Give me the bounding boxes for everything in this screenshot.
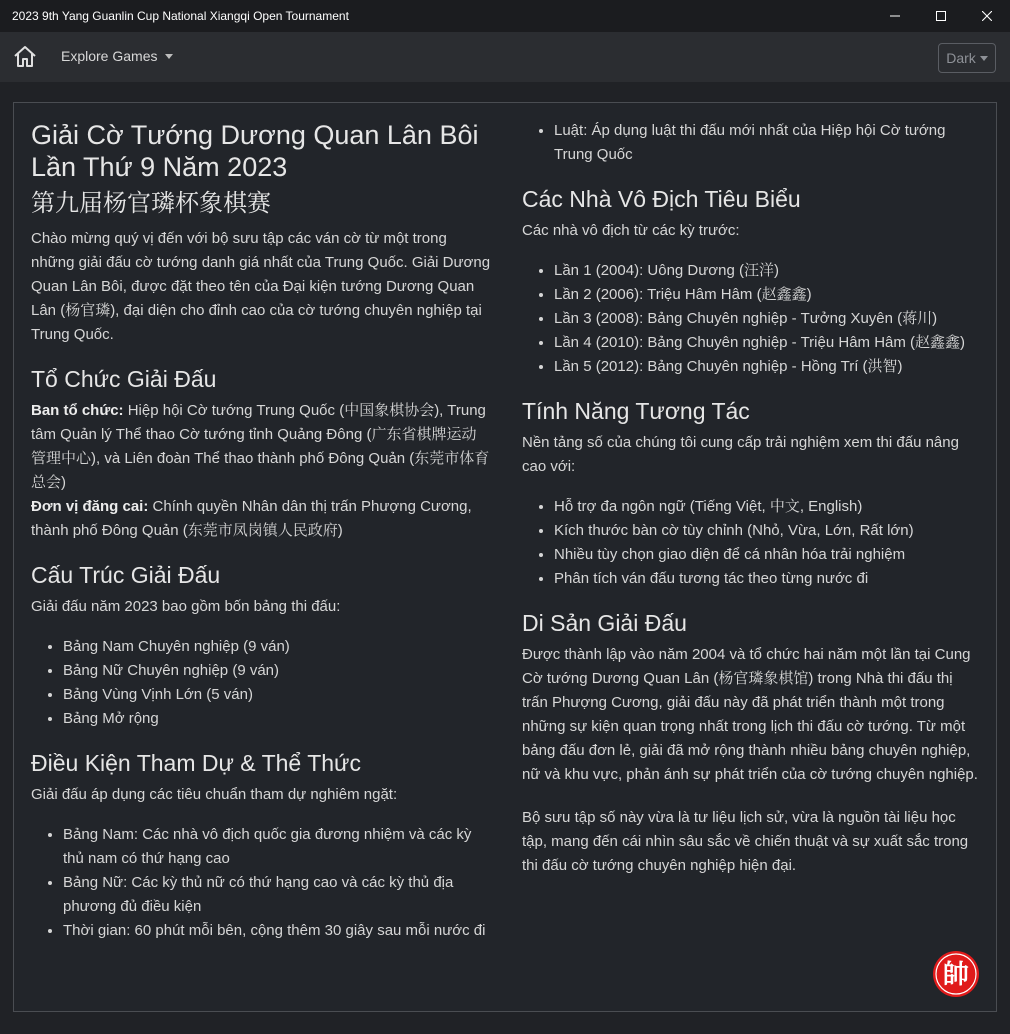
legacy-paragraph-1: Được thành lập vào năm 2004 và tổ chức hai năm một lần tại Cung Cờ tướng Dương Quan Lân (杨官璘象棋馆) trong Nhà thi đấu thị trấn Phượng Cương, giải đấu này đã phát triển thành một trong những sự kiện quan trọng nhất trong lịch thi đấu cờ tướng. Từ một bảng đấu đơn lẻ, giải đã mở rộng thành nhiều bảng chuyên nghiệp, nữ và khu vực, phản ánh sự phát triển của cờ tướng chuyên nghiệp.	[522, 646, 978, 783]
organizer-label: Ban tổ chức:	[31, 402, 124, 419]
conditions-heading: Điều Kiện Tham Dự & Thể Thức	[31, 750, 361, 776]
structure-intro: Giải đấu năm 2023 bao gồm bốn bảng thi đấu:	[31, 598, 341, 615]
champions-intro: Các nhà vô địch từ các kỳ trước:	[522, 222, 740, 239]
right-column	[522, 103, 982, 878]
list-item: • Kích thước bàn cờ tùy chỉnh (Nhỏ, Vừa, Lớn, Rất lớn)	[554, 519, 982, 543]
minimize-button[interactable]	[872, 0, 918, 32]
legacy-heading: Di Sản Giải Đấu	[522, 610, 687, 636]
features-list	[522, 495, 982, 591]
list-item: • Bảng Nam: Các nhà vô địch quốc gia đương nhiệm và các kỳ thủ nam có thứ hạng cao	[63, 823, 491, 871]
close-button[interactable]	[964, 0, 1010, 32]
maximize-icon	[936, 11, 946, 21]
list-item: • Luật: Áp dụng luật thi đấu mới nhất của Hiệp hội Cờ tướng Trung Quốc	[554, 119, 982, 167]
organization-paragraph	[31, 399, 491, 543]
list-item: • Hỗ trợ đa ngôn ngữ (Tiếng Việt, 中文, English)	[554, 495, 982, 519]
theme-dropdown[interactable]	[938, 43, 996, 73]
champions-heading: Các Nhà Vô Địch Tiêu Biểu	[522, 186, 801, 212]
explore-games-label: Explore Games	[61, 48, 158, 64]
conditions-list-continued	[522, 119, 982, 167]
organization-heading: Tổ Chức Giải Đấu	[31, 366, 217, 392]
top-navbar	[0, 32, 1010, 82]
list-item: • Bảng Nữ Chuyên nghiệp (9 ván)	[63, 659, 491, 683]
chevron-down-icon	[165, 54, 173, 59]
content-panel	[13, 102, 997, 1012]
conditions-list	[31, 823, 491, 943]
list-item: • Bảng Nữ: Các kỳ thủ nữ có thứ hạng cao và các kỳ thủ địa phương đủ điều kiện	[63, 871, 491, 919]
list-item: • Lần 4 (2010): Bảng Chuyên nghiệp - Triệu Hâm Hâm (赵鑫鑫)	[554, 331, 982, 355]
list-item: • Thời gian: 60 phút mỗi bên, cộng thêm 30 giây sau mỗi nước đi	[63, 919, 491, 943]
page-title-chinese: 第九届杨官璘杯象棋赛	[31, 190, 271, 217]
organizer-text: Hiệp hội Cờ tướng Trung Quốc (中国象棋协会), Trung tâm Quản lý Thể thao Cờ tướng tỉnh Quảng Đông (广东省棋牌运动管理中心), và Liên đoàn Thể thao thành phố Đông Quản (东莞市体育总会)	[31, 402, 490, 491]
list-item: • Lần 3 (2008): Bảng Chuyên nghiệp - Tưởng Xuyên (蒋川)	[554, 307, 982, 331]
list-item: • Phân tích ván đấu tương tác theo từng nước đi	[554, 567, 982, 591]
structure-list	[31, 635, 491, 731]
list-item: • Lần 2 (2006): Triệu Hâm Hâm (赵鑫鑫)	[554, 283, 982, 307]
conditions-intro: Giải đấu áp dụng các tiêu chuẩn tham dự nghiêm ngặt:	[31, 786, 398, 803]
chevron-down-icon	[980, 56, 988, 61]
home-icon	[12, 44, 38, 70]
maximize-button[interactable]	[918, 0, 964, 32]
features-intro: Nền tảng số của chúng tôi cung cấp trải nghiệm xem thi đấu nâng cao với:	[522, 434, 959, 475]
svg-text:帥: 帥	[942, 960, 970, 990]
page-title: Giải Cờ Tướng Dương Quan Lân Bôi Lần Thứ 9 Năm 2023	[31, 120, 479, 182]
host-label: Đơn vị đăng cai:	[31, 498, 149, 515]
legacy-paragraph-2: Bộ sưu tập số này vừa là tư liệu lịch sử, vừa là nguồn tài liệu học tập, mang đến cái nhìn sâu sắc về chiến thuật và sự xuất sắc trong thi đấu cờ tướng chuyên nghiệp hiện đại.	[522, 809, 969, 874]
left-column	[31, 103, 491, 943]
general-seal-icon	[932, 950, 980, 998]
list-item: • Nhiều tùy chọn giao diện để cá nhân hóa trải nghiệm	[554, 543, 982, 567]
home-button[interactable]	[12, 44, 38, 70]
host-text: Chính quyền Nhân dân thị trấn Phượng Cương, thành phố Đông Quản (东莞市凤岗镇人民政府)	[31, 498, 472, 539]
explore-games-dropdown[interactable]	[61, 48, 173, 64]
list-item: • Bảng Nam Chuyên nghiệp (9 ván)	[63, 635, 491, 659]
list-item: • Lần 1 (2004): Uông Dương (汪洋)	[554, 259, 982, 283]
theme-label: Dark	[946, 50, 976, 66]
minimize-icon	[890, 11, 900, 21]
close-icon	[982, 11, 992, 21]
features-heading: Tính Năng Tương Tác	[522, 398, 750, 424]
window-titlebar	[0, 0, 1010, 32]
list-item: • Bảng Vùng Vịnh Lớn (5 ván)	[63, 683, 491, 707]
list-item: • Bảng Mở rộng	[63, 707, 491, 731]
list-item: • Lần 5 (2012): Bảng Chuyên nghiệp - Hồng Trí (洪智)	[554, 355, 982, 379]
structure-heading: Cấu Trúc Giải Đấu	[31, 562, 221, 588]
intro-paragraph: Chào mừng quý vị đến với bộ sưu tập các ván cờ từ một trong những giải đấu cờ tướng danh giá nhất của Trung Quốc. Giải Dương Quan Lân Bôi, được đặt theo tên của Đại kiện tướng Dương Quan Lân (杨官璘), đại diện cho đỉnh cao của cờ tướng chuyên nghiệp tại Trung Quốc.	[31, 230, 491, 343]
champions-list	[522, 259, 982, 379]
window-title: 2023 9th Yang Guanlin Cup National Xiangqi Open Tournament	[12, 9, 349, 23]
